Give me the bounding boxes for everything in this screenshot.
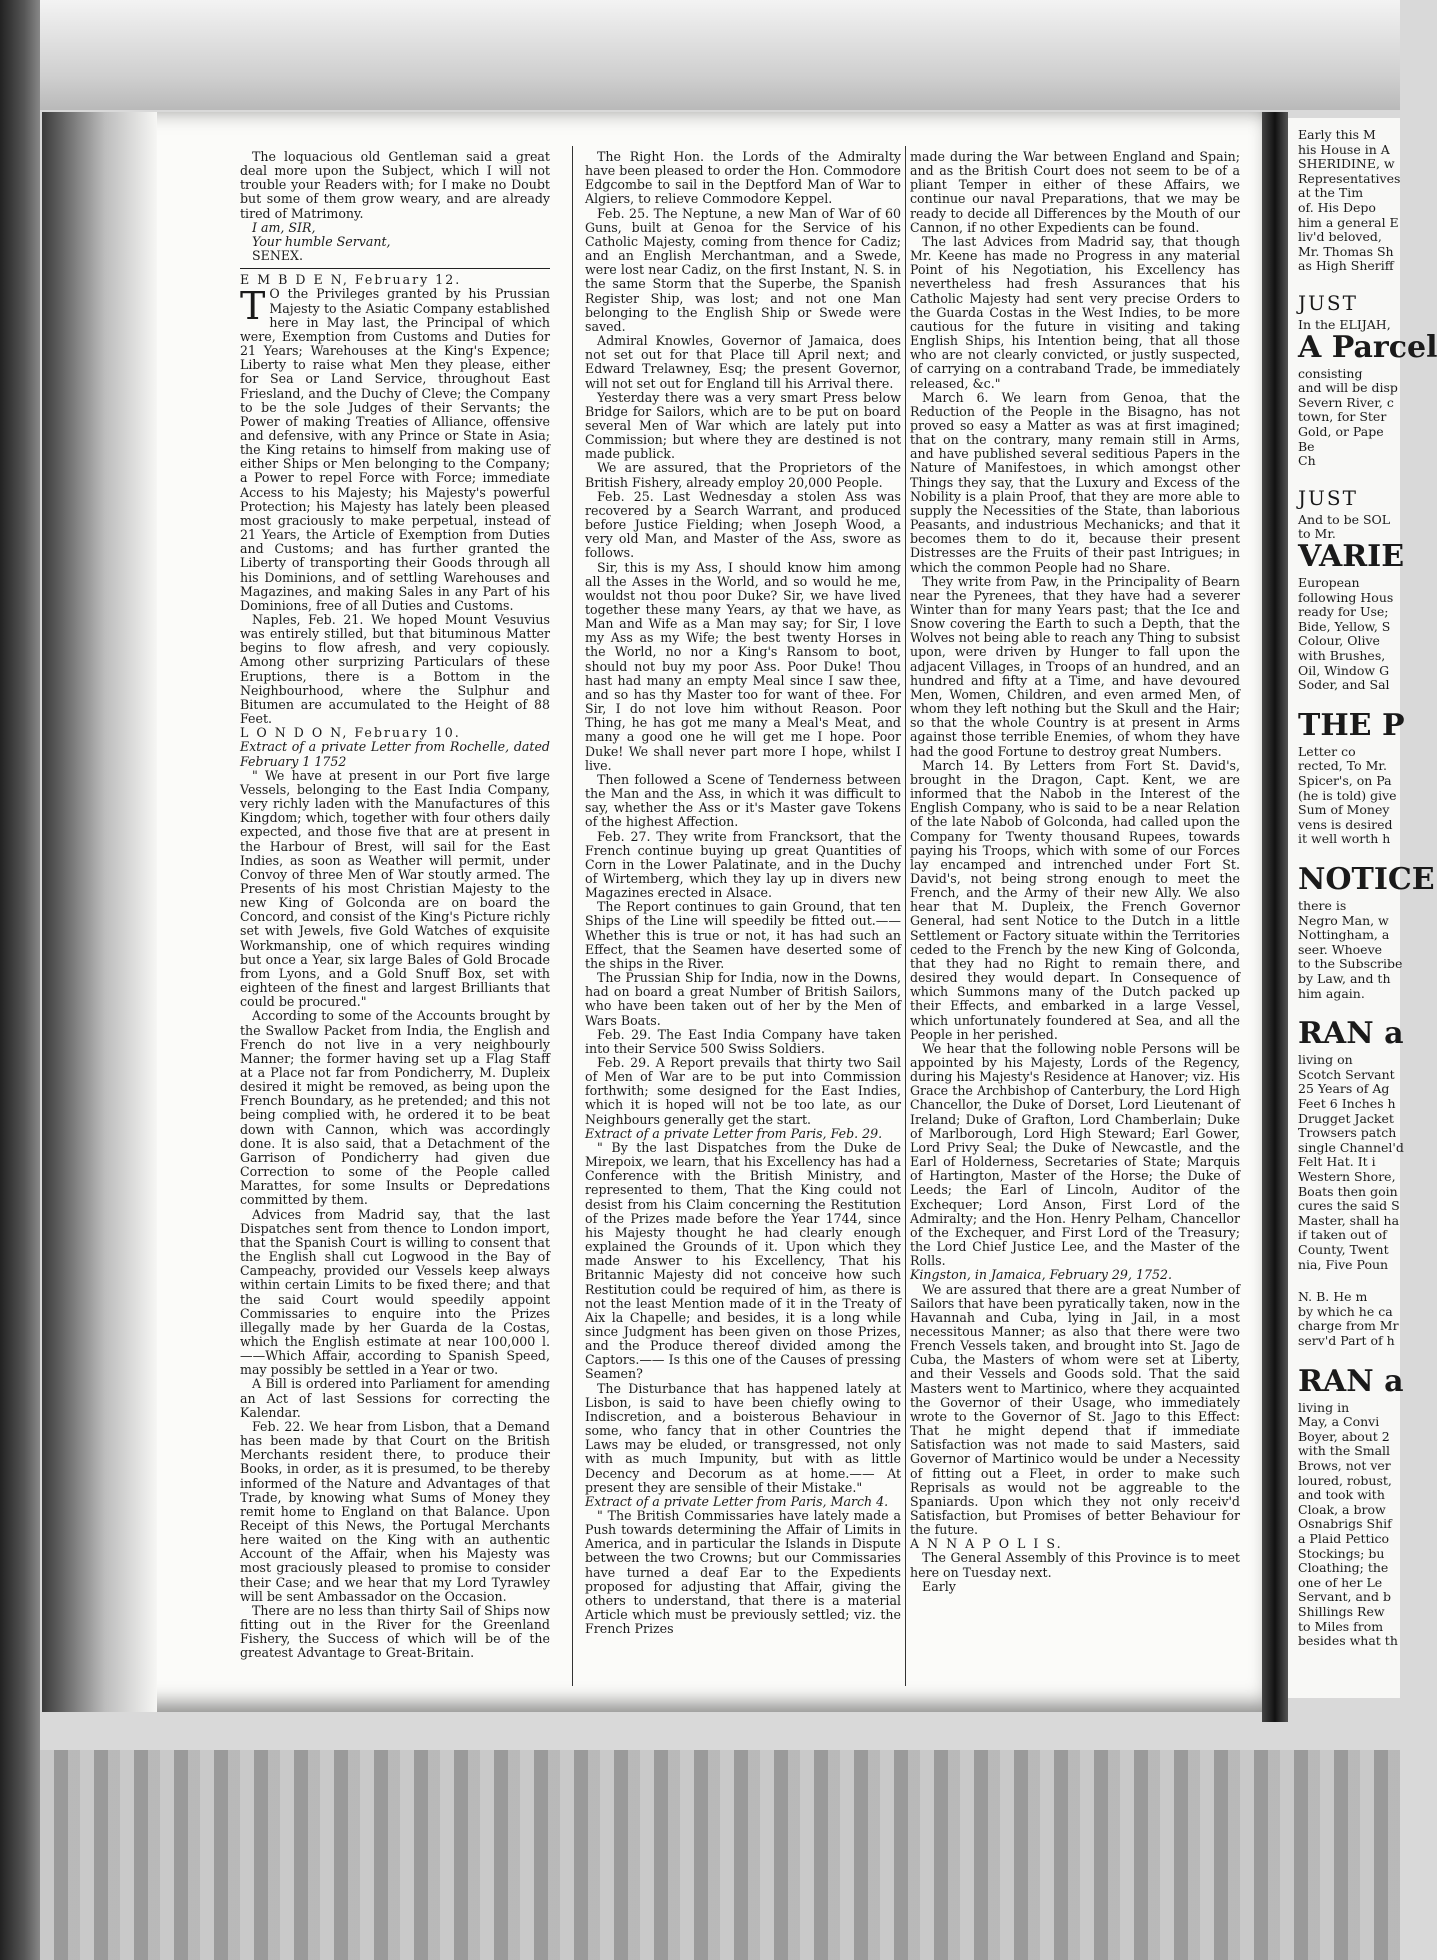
fragment-line: single Channel'd [1298, 1139, 1404, 1155]
fragment-line: In the ELIJAH, [1298, 317, 1391, 332]
microfilm-left-edge [0, 0, 40, 1960]
lisbon-article: Feb. 22. We hear from Lisbon, that a Demand has been made by that Court on the British Merchants resident there, to produce their Books, in order, as it is presumed, to be thereby informed of the Nature and Advantages of that Trade, by knowing what Sums of Money they remit home to England on that Balance. Upon Receipt of this News, the Portugal Merchants here waited on the King with an authentic Account of the Affair, when his Majesty was most graciously pleased to promise to consider their Case; and we hear that my Lord Tyrawley will be sent Ambassador on the Occasion. [240, 1418, 550, 1604]
fragment-line: JUST [1298, 291, 1358, 315]
fragment-line: and will be disp [1298, 380, 1398, 396]
column-rule [905, 146, 906, 1686]
fragment-line: vens is desired [1298, 816, 1393, 832]
fragment-line: Servant, and b [1298, 1589, 1391, 1605]
fragment-line: a Plaid Pettico [1298, 1531, 1390, 1546]
fragment-line: RAN a [1298, 1016, 1404, 1052]
tenderness-article: Then followed a Scene of Tenderness between the Man and the Ass, in which it was difficult to say, whether the Ass or it's Master gave Tokens of the highest Affection. [585, 771, 901, 830]
commission-article: Feb. 29. A Report prevails that thirty two Sail of Men of War are to be put into Commission forthwith; some designed for the East Indies, which it is hoped will not be too late, as our Neighbours generally get the start. [585, 1055, 901, 1127]
annapolis-dateline: A N N A P O L I S. [910, 1536, 1063, 1552]
fragment-line: Drugget Jacket [1298, 1110, 1394, 1126]
fragment-line: Boats then goin [1298, 1183, 1398, 1199]
fragment-line: consisting [1298, 365, 1363, 381]
fragment-line: Negro Man, w [1298, 912, 1389, 928]
st-davids-article: March 14. By Letters from Fort St. David's, brought in the Dragon, Capt. Kent, we are informed that the Nabob in the Interest of the English Company, who is said to be a near Relation of the late Nabob of Golconda, had called upon the Company for Twenty thousand Rupees, towards paying his Troops, which with some of our Forces lay encamped and intrenched under Fort St. David's, not being strong enough to meet the French, and the Army of their new Ally. We also hear that M. Dupleix, the French Governor General, had sent Notice to the Dutch in a little Settlement or Factory situate within the Territories ceded to the French by the new King of Golconda, that they had no Right to remain there, and desired they would depart. In Consequence of which Summons many of the Dutch packed up their Effects, and embarked in a large Vessel, which unfortunately foundered at Sea, and all the People in her perished. [910, 757, 1240, 1042]
fragment-line: And to be SOL [1298, 511, 1391, 527]
fragment-line: by which he ca [1298, 1303, 1393, 1319]
annapolis-article: The General Assembly of this Province is to meet here on Tuesday next. [910, 1550, 1240, 1580]
fragment-line: Bide, Yellow, S [1298, 618, 1391, 634]
fragment-line: Stockings; bu [1298, 1545, 1385, 1561]
emden-article [240, 284, 550, 613]
fragment-line: seer. Whoeve [1298, 941, 1383, 957]
fragment-line: Spicer's, on Pa [1298, 773, 1392, 788]
extract-heading: Extract of a private Letter from Rochelle, dated February 1 1752 [240, 739, 550, 769]
fragment-line: town, for Ster [1298, 409, 1387, 425]
fragment-line: VARIE [1298, 539, 1405, 574]
fragment-line: Severn River, c [1298, 394, 1394, 410]
fragment-line: 25 Years of Ag [1298, 1081, 1390, 1097]
fragment-line: County, Twent [1298, 1242, 1389, 1257]
kalendar-bill-article: A Bill is ordered into Parliament for amending an Act of last Sessions for correcting the Kalendar. [240, 1376, 550, 1420]
lisbon-disturbance-article: The Disturbance that has happened lately at Lisbon, is said to have been chiefly owing to Indiscretion, and a boisterous Behaviour in some, who fancy that in other Countries the Laws may be eluded, or transgressed, not only with as much Impunity, but with as little Decency and Decorum as at home.—— At present they are sensible of their Mistake." [585, 1380, 901, 1495]
fragment-line: Early this M [1298, 127, 1376, 142]
fragment-line: Western Shore, [1298, 1169, 1396, 1184]
fragment-line: him a general E [1298, 214, 1399, 230]
fragment-line: NOTICE [1298, 862, 1435, 897]
fragment-line: Trowsers patch [1298, 1125, 1397, 1141]
fragment-line: Representatives [1298, 170, 1401, 186]
column-2 [585, 150, 901, 1636]
fragment-line: it well worth h [1298, 831, 1391, 847]
catchword: Early [922, 1578, 956, 1594]
fragment-line: besides what th [1298, 1633, 1398, 1649]
fragment-line: his House in A [1298, 141, 1390, 157]
fragment-line: Nottingham, a [1298, 927, 1390, 943]
fragment-line: one of her Le [1298, 1574, 1383, 1590]
extract-paris2-heading: Extract of a private Letter from Paris, March 4. [585, 1493, 889, 1509]
fragment-line: SHERIDINE, w [1298, 156, 1395, 172]
fragment-line: Oil, Window G [1298, 662, 1390, 678]
ships-report-article: The Report continues to gain Ground, that ten Ships of the Line will speedily be fitted out.—— Whether this is true or not, it has had such an Effect, that the Seamen have deserted some of the ships in the River. [585, 899, 901, 971]
fragment-line: to Mr. [1298, 526, 1336, 542]
fragment-line: nia, Five Poun [1298, 1256, 1389, 1272]
paris-letter: " By the last Dispatches from the Duke de Mirepoix, we learn, that his Excellency has had a Conference with the British Ministry, and represented to them, That the King could not desist from his Claim concerning the Restitution of the Prizes made before the Year 1744, since his Majesty thought he had clearly enough explained the Grounds of it. Upon which they made Answer to his Excellency, That his Britannic Majesty did not conceive how such Restitution could be required of him, as there is not the least Mention made of it in the Treaty of Aix la Chapelle; and besides, it is a long while since Judgment has been given on those Prizes, and the Produce thereof divided among the Captors.—— Is this one of the Causes of pressing Seamen? [585, 1139, 901, 1382]
fragment-line: Felt Hat. It i [1298, 1154, 1376, 1170]
knowles-article: Admiral Knowles, Governor of Jamaica, does not set out for that Place till April next; and Edward Trelawney, Esq; the present Governor, will not set out for England till his Arrival there. [585, 333, 901, 391]
kingston-dateline: Kingston, in Jamaica, February 29, 1752. [910, 1267, 1173, 1283]
extract-paris-heading: Extract of a private Letter from Paris, Feb. 29. [585, 1125, 883, 1141]
kingston-article: We are assured that there are a great Number of Sailors that have been pyratically taken, now in the Havannah and Cuba, lying in Jail, in a most necessitous Manner; as also that there were two French Vessels taken, and brought into St. Jago de Cuba, the Masters of whom were set at Liberty, and their Vessels and Goods sold. That the said Masters went to Martinico, where they acquainted the Governor of their Usage, who immediately wrote to the Governor of St. Jago to this Effect: That he might depend that if immediate Satisfaction was not made to said Masters, said Governor of Martinico would be under a Necessity of fitting out a Fleet, in order to make such Reprisals as would not be aggreable to the Spaniards. Upon which they not only receiv'd Satisfaction, but Promises of better Behaviour for the future. [910, 1281, 1240, 1538]
column-rule [572, 146, 573, 1686]
continued-text: made during the War between England and Spain; and as the British Court does not seem to be of a pliant Temper in either of these Affairs, we continue our naval Preparations, that we may be ready to decide all Differences by the Mouth of our Cannon, if no other Expedients can be found. [910, 149, 1240, 235]
fragment-line: liv'd beloved, [1298, 229, 1382, 245]
dateline-emden: E M B D E N, February 12. [240, 272, 462, 288]
ass-speech: Sir, this is my Ass, I should know him among all the Asses in the World, and so would he me, wouldst not thou poor Duke? Sir, we have lived together these many Years, ay that we have, as Man and Wife as a Man may say; for Sir, I love my Ass as my Wife; the best twenty Horses in the World, no nor a King's Ransom to boot, should not buy my poor Ass. Poor Duke! Thou hast had many an empty Meal since I saw thee, and so has thy Master too for want of thee. For Sir, I do not love him without Reason. Poor Thing, he has got me many a Meal's Meat, and many a good one he will get me I hope. Poor Duke! We shall never part more I hope, whilst I live. [585, 559, 901, 773]
fragment-line: living in [1298, 1399, 1350, 1415]
fragment-line: serv'd Part of h [1298, 1333, 1395, 1348]
adjacent-page-fragments [1288, 118, 1437, 1698]
swallow-packet-article: According to some of the Accounts brought by the Swallow Packet from India, the English and French do not live in a very neighbourly Manner; the former having set up a Flag Staff at a Place not far from Pondicherry, M. Dupleix desired it might be removed, as being upon the French Boundary, as he pretended; and this not being complied with, he ordered it to be beat down with Cannon, which was accordingly done. It is also said, that a Detachment of the Garrison of Pondicherry had given due Correction to some of the People called Marattes, for some Insults or Depredations committed by them. [240, 1008, 550, 1208]
fragment-line: him again. [1298, 985, 1365, 1001]
stolen-ass-article: Feb. 25. Last Wednesday a stolen Ass was recovered by a Search Warrant, and produced before Justice Fielding; when Joseph Wood, a very old Man, and Master of the Ass, swore as follows. [585, 488, 901, 561]
paris2-letter: " The British Commissaries have lately made a Push towards determining the Affair of Limits in America, and in particular the Islands in Dispute between the two Crowns; but our Commissaries have turned a deaf Ear to the Expedients proposed for adjusting that Affair, giving the others to understand, that there is a material Article which must be previously settled; viz. the French Prizes [585, 1508, 901, 1637]
fishery-article: We are assured, that the Proprietors of the British Fishery, already employ 20,000 People. [585, 460, 901, 490]
fragment-line: N. B. He m [1298, 1289, 1368, 1305]
fragment-line: Soder, and Sal [1298, 677, 1390, 693]
column-3 [910, 150, 1240, 1594]
fragment-line: as High Sheriff [1298, 258, 1394, 274]
microfilm-bottom-margin [0, 1750, 1400, 1960]
paw-article: They write from Paw, in the Principality of Bearn near the Pyrenees, that they have had a severer Winter than for many Years past; that the Ice and Snow covering the Earth to such a Depth, that the Wolves not being able to reach any Thing to subsist upon, were driven by Hunger to fall upon the adjacent Villages, in Troops of an hundred, and an hundred and fifty at a Time, and have devoured Men, Women, Children, and even armed Men, of whom they left nothing but the Skull and the Hair; so that the whole Country is at present in Arms against those terrible Enemies, of whom they have had the good Fortune to destroy great Numbers. [910, 573, 1240, 759]
page-binding-shadow [42, 112, 157, 1712]
drop-cap: T [240, 284, 266, 329]
closing-servant: Your humble Servant, [252, 233, 391, 249]
fragment-line: to the Subscribe [1298, 956, 1403, 972]
letter-closing-paragraph: The loquacious old Gentleman said a great deal more upon the Subject, which I will not trouble your Readers with; for I make no Doubt but some of them grow weary, and are already tired of Matrimony. [240, 149, 550, 221]
naples-article: Naples, Feb. 21. We hoped Mount Vesuvius was entirely stilled, but that bituminous Matter begins to flow afresh, and very copiously. Among other surprizing Particulars of these Eruptions, there is a Bottom in the Neighbourhood, where the Sulphur and Bitumen are accumulated to the Height of 88 Feet. [240, 612, 550, 727]
fragment-line: Ch [1298, 453, 1316, 469]
madrid-advices-article: Advices from Madrid say, that the last Dispatches sent from thence to London import, that the Spanish Court is willing to consent that the English shall cut Logwood in the Bay of Campeachy, provided our Vessels keep always within certain Limits to be fixed there; and that the said Court would speedily appoint Commissaries to enquire into the Prizes illegally made by her Guarda de la Costas, which the English estimate at near 100,000 l. ——Which Affair, according to Spanish Speed, may possibly be settled in a Year or two. [240, 1206, 550, 1378]
fragment-line: May, a Convi [1298, 1414, 1380, 1430]
fragment-line: Mr. Thomas Sh [1298, 243, 1394, 259]
fragment-line: following Hous [1298, 589, 1394, 605]
genoa-article: March 6. We learn from Genoa, that the Reduction of the People in the Bisagno, has not proved so easy a Matter as was at first imagined; that on the contrary, many remain still in Arms, and have published several seditious Papers in the Nature of Manifestoes, in which amongst other Things they say, that the Luxury and Excess of the Nobility is a plain Proof, that they are more able to supply the Necessities of the State, than laborious Peasants, and industrious Mechanicks; and that it becomes them to do it, because their present Distresses are the Fruits of their past Intrigues; in which the common People had no Share. [910, 389, 1240, 575]
fragment-line: of. His Depo [1298, 200, 1376, 215]
fragment-line: to Miles from [1298, 1618, 1384, 1634]
fragment-line: Colour, Olive [1298, 633, 1380, 649]
fragment-line: by Law, and th [1298, 971, 1391, 986]
greenland-article: There are no less than thirty Sail of Ships now fitting out in the River for the Greenland Fishery, the Success of which will be of the greatest Advantage to Great-Britain. [240, 1602, 550, 1661]
admiralty-article: The Right Hon. the Lords of the Admiralty have been pleased to order the Hon. Commodore Edgcombe to sail in the Deptford Man of War to Algiers, to relieve Commodore Keppel. [585, 149, 901, 207]
fragment-line: Brows, not ver [1298, 1458, 1391, 1473]
fragment-line: with Brushes, [1298, 648, 1386, 663]
fragment-line: JUST [1298, 485, 1358, 510]
fragment-line: THE P [1298, 707, 1405, 743]
fragment-line: Scotch Servant [1298, 1066, 1395, 1082]
column-1 [240, 150, 550, 1661]
fragment-line: charge from Mr [1298, 1318, 1399, 1334]
dateline-london: L O N D O N, February 10. [240, 725, 461, 741]
swiss-soldiers-article: Feb. 29. The East India Company have taken into their Service 500 Swiss Soldiers. [585, 1026, 901, 1056]
madrid-article: The last Advices from Madrid say, that though Mr. Keene has made no Progress in any material Point of his Negotiation, his Excellency has nevertheless had fresh Assurances that his Catholic Majesty had sent very precise Orders to the Guarda Costas in the West Indies, to be more cautious for the future in visiting and taking English Ships, his Intention being, that all those who are not clearly convicted, or justly suspected, of carrying on a contraband Trade, be immediately released, &c." [910, 233, 1240, 391]
fragment-line: rected, To Mr. [1298, 758, 1387, 774]
fragment-line: cures the said S [1298, 1198, 1400, 1214]
neptune-article: Feb. 25. The Neptune, a new Man of War of 60 Guns, built at Genoa for the Service of his Catholic Majesty, coming from thence for Cadiz; and an English Merchantman, and a Swede, were lost near Cadiz, on the first Instant, N. S. in the same Storm that the Superbe, the Spanish Register Ship, was lost; and not one Man belonging to the English Ship or Swede were saved. [585, 205, 901, 334]
microfilm-top-margin [0, 0, 1400, 110]
rochelle-letter: " We have at present in our Port five large Vessels, belonging to the East India Company, very richly laden with the Manufactures of this Kingdom; which, together with four others daily expected, and those five that are at present in the Harbour of Brest, will sail for the East Indies, as soon as Weather will permit, under Convoy of three Men of War stoutly armed. The Presents of his most Christian Majesty to the new King of Golconda are on board the Concord, and consist of the King's Picture richly set with Jewels, five Gold Watches of exquisite Workmanship, one of which requires winding but once a Year, six large Bales of Gold Brocade from Lyons, and a Gold Snuff Box, set with eighteen of the finest and largest Brilliants that could be procured." [240, 767, 550, 1010]
regency-article: We hear that the following noble Persons will be appointed by his Majesty, Lords of the Regency, during his Majesty's Residence at Hanover; viz. His Grace the Archbishop of Canterbury, the Lord High Chancellor, the Duke of Dorset, Lord Lieutenant of Ireland; Duke of Grafton, Lord Chamberlain; Duke of Marlborough, Lord High Steward; Earl Gower, Lord Privy Seal; the Duke of Newcastle, and the Earl of Holderness, Secretaries of State; Marquis of Hartington, Master of the Horse; the Duke of Leeds; the Earl of Lincoln, Auditor of the Exchequer; Lord Anson, First Lord of the Admiralty; and the Hon. Henry Pelham, Chancellor of the Exchequer, and First Lord of the Treasury; the Lord Chief Justice Lee, and the Master of the Rolls. [910, 1040, 1240, 1269]
fragment-line: Feet 6 Inches h [1298, 1096, 1396, 1111]
fragment-line: Master, shall ha [1298, 1212, 1400, 1228]
press-article: Yesterday there was a very smart Press below Bridge for Sailors, which are to be put on board several Men of War which are lately put into Commission; but where they are destined is not made publick. [585, 389, 901, 462]
fragment-line: if taken out of [1298, 1227, 1387, 1243]
fragment-line: Shillings Rew [1298, 1604, 1385, 1619]
fragment-line: Sum of Money [1298, 802, 1390, 818]
fragment-line: (he is told) give [1298, 787, 1397, 803]
closing-iam: I am, SIR, [252, 219, 316, 235]
fragment-line: European [1298, 575, 1360, 590]
fragment-line: Cloathing; the [1298, 1560, 1389, 1576]
fragment-line: Osnabrigs Shif [1298, 1516, 1392, 1532]
prussian-ship-article: The Prussian Ship for India, now in the Downs, had on board a great Number of British Sailors, who have been taken out of her by the Men of Wars Boats. [585, 970, 901, 1028]
fragment-line: Be [1298, 438, 1315, 454]
fragment-line: RAN a [1298, 1363, 1404, 1399]
fragment-line: Gold, or Pape [1298, 424, 1384, 439]
fragment-line: loured, robust, [1298, 1472, 1392, 1488]
emden-text: O the Privileges granted by his Prussian Majesty to the Asiatic Company established here in May last, the Principal of which were, Exemption from Customs and Duties for 21 Years; Warehouses at the King's Expence; Liberty to raise what Men they please, either for Sea or Land Service, throughout East Friesland, and the Duchy of Cleve; the Company to be the sole Judges of their Servants; the Power of making Treaties of Alliance, offensive and defensive, with any Prince or State in Asia; the King retains to himself from making use of either Ships or Men belonging to the Company; a Power to repel Force with Force; immediate Access to his Majesty; his Majesty's powerful Protection; his Majesty has lately been pleased most graciously to make perpetual, instead of 21 Years, the Article of Exemption from Duties and Customs; and has further granted the Liberty of transporting their Goods through all his Dominions, and of settling Warehouses and Magazines, and making Sales in any Part of his Dominions, free of all Duties and Customs. [240, 286, 550, 613]
frankfort-article: Feb. 27. They write from Francksort, that the French continue buying up great Quantities of Corn in the Lower Palatinate, and in the Duchy of Wirtemberg, which they lay up in divers new Magazines erected in Alsace. [585, 828, 901, 901]
fragment-line: Letter co [1298, 743, 1356, 759]
section-divider [240, 268, 550, 269]
fragment-line: at the Tim [1298, 185, 1364, 201]
closing-signature: SENEX. [252, 248, 304, 264]
fragment-line: with the Small [1298, 1443, 1391, 1459]
fragment-line: Boyer, about 2 [1298, 1428, 1390, 1444]
fragment-line: ready for Use; [1298, 604, 1389, 620]
fragment-line: there is [1298, 898, 1347, 913]
fragment-line: living on [1298, 1052, 1353, 1068]
page-gutter [1262, 112, 1288, 1722]
fragment-line: A Parcel [1298, 329, 1437, 365]
fragment-line: and took with [1298, 1487, 1385, 1503]
fragment-line: Cloak, a brow [1298, 1501, 1386, 1517]
